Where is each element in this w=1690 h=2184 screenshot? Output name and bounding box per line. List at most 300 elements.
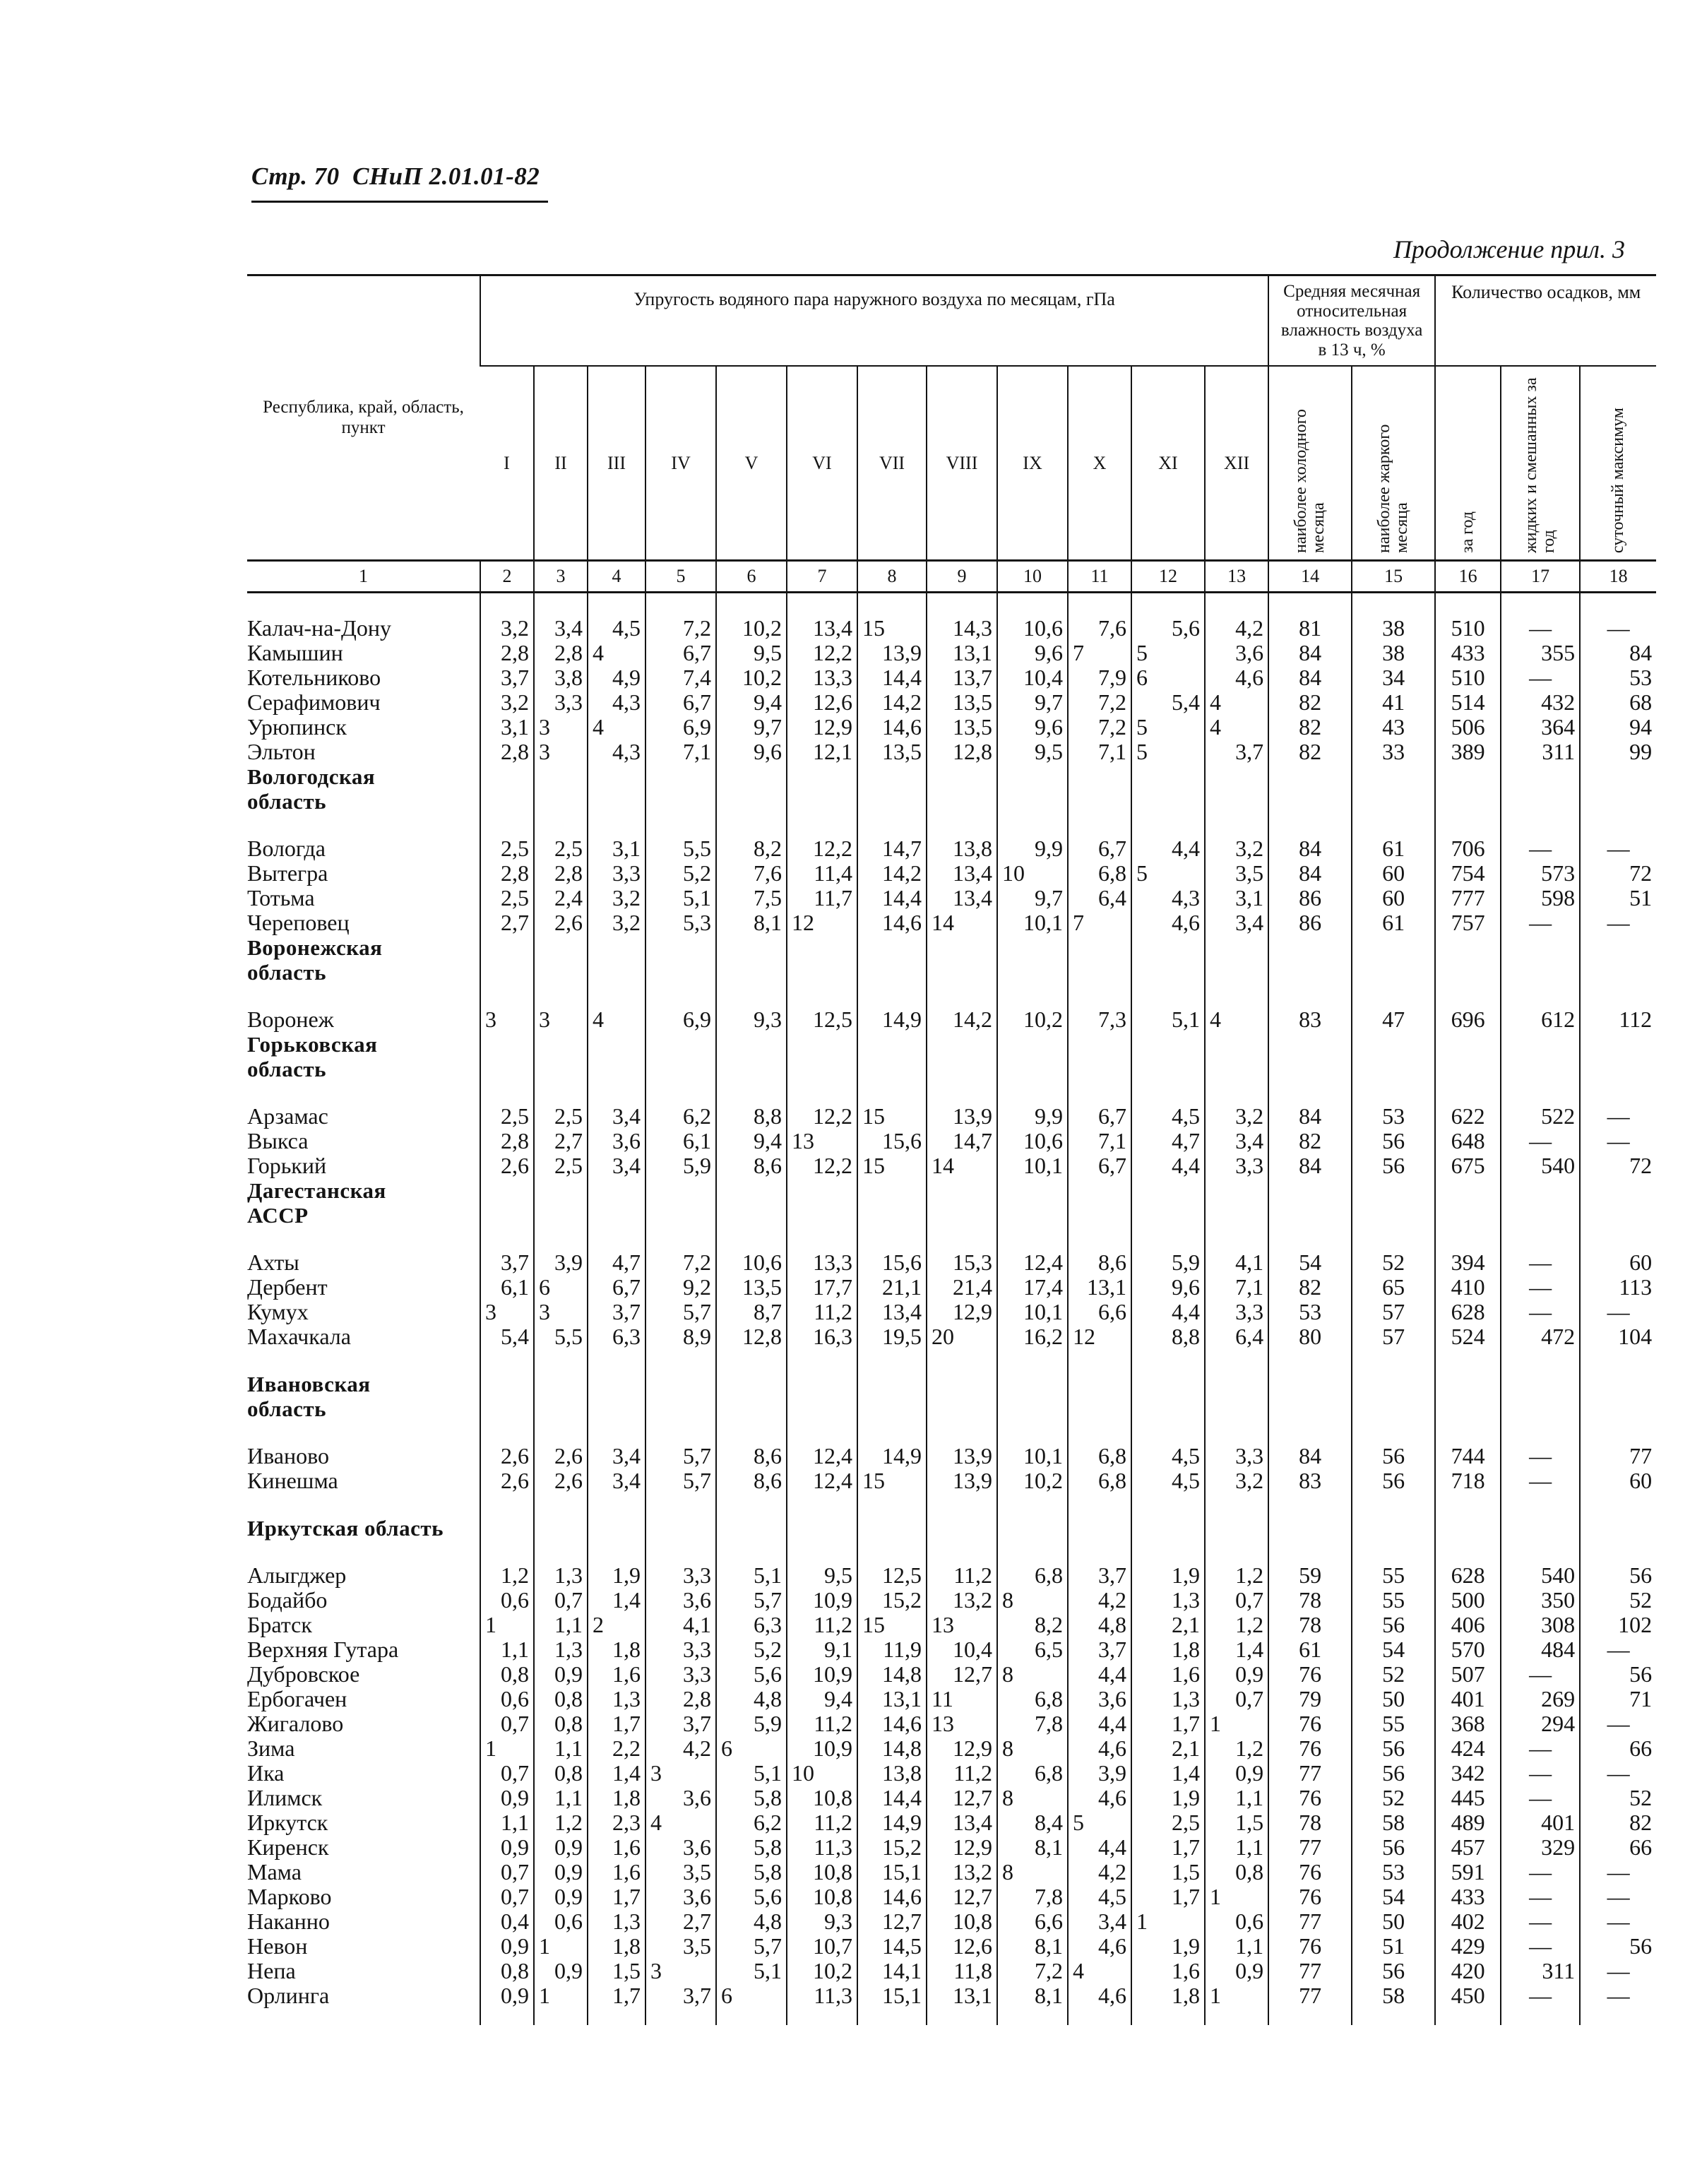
data-cell: 754: [1435, 861, 1501, 886]
data-cell: 4: [588, 715, 645, 740]
data-cell: 0,8: [480, 1662, 534, 1687]
page-number: Стр. 70: [251, 162, 340, 190]
data-cell: 3,1: [1205, 886, 1268, 910]
data-cell: 3,6: [588, 1129, 645, 1153]
data-cell: 82: [1268, 740, 1352, 764]
empty-cell: [857, 789, 927, 814]
data-cell: 3,9: [1068, 1761, 1131, 1786]
data-cell: 1,7: [1131, 1711, 1205, 1736]
empty-cell: [1435, 1349, 1501, 1372]
empty-cell: [787, 1372, 857, 1396]
data-cell: 12,7: [927, 1662, 997, 1687]
data-cell: 4,7: [1131, 1129, 1205, 1153]
data-cell: 13,9: [927, 1104, 997, 1129]
data-cell: 1,7: [1131, 1885, 1205, 1909]
empty-cell: [1352, 1541, 1435, 1563]
empty-cell: [1501, 789, 1580, 814]
data-cell: 57: [1352, 1300, 1435, 1324]
data-cell: 82: [1268, 690, 1352, 715]
month-header: IX: [997, 366, 1068, 561]
empty-cell: [927, 935, 997, 960]
data-cell: 5,3: [645, 910, 716, 935]
empty-cell: [857, 1228, 927, 1250]
empty-cell: [1131, 814, 1205, 836]
data-cell: —: [1580, 1909, 1656, 1934]
empty-cell: [1131, 1032, 1205, 1057]
data-cell: 2,5: [534, 1153, 588, 1178]
data-cell: 56: [1580, 1563, 1656, 1588]
data-cell: 7,3: [1068, 1007, 1131, 1032]
data-cell: 9,9: [997, 836, 1068, 861]
empty-cell: [716, 1228, 787, 1250]
data-cell: 3,7: [1068, 1637, 1131, 1662]
empty-cell: [787, 1178, 857, 1203]
precip-liquid-header: [1501, 366, 1580, 561]
data-cell: 311: [1501, 740, 1580, 764]
data-cell: 4,6: [1068, 1736, 1131, 1761]
data-cell: 0,9: [480, 1983, 534, 2025]
data-cell: 57: [1352, 1324, 1435, 1349]
data-cell: 445: [1435, 1786, 1501, 1810]
empty-cell: [534, 935, 588, 960]
empty-cell: [997, 764, 1068, 789]
empty-cell: [1205, 935, 1268, 960]
empty-cell: [716, 764, 787, 789]
empty-cell: [645, 1493, 716, 1516]
empty-cell: [480, 1516, 534, 1541]
data-cell: 410: [1435, 1275, 1501, 1300]
data-cell: 14,9: [857, 1810, 927, 1835]
data-cell: 450: [1435, 1983, 1501, 2025]
empty-cell: [1352, 935, 1435, 960]
data-cell: 8,8: [1131, 1324, 1205, 1349]
data-cell: 8,6: [716, 1444, 787, 1468]
empty-cell: [1268, 985, 1352, 1007]
data-cell: —: [1501, 836, 1580, 861]
data-cell: 61: [1352, 910, 1435, 935]
empty-cell: [787, 985, 857, 1007]
spacer-row: [247, 1081, 1656, 1104]
data-cell: 3,2: [588, 886, 645, 910]
data-cell: 8,6: [716, 1468, 787, 1493]
data-cell: 3,7: [1068, 1563, 1131, 1588]
empty-cell: [927, 1178, 997, 1203]
data-cell: 9,4: [716, 1129, 787, 1153]
data-cell: 71: [1580, 1687, 1656, 1711]
data-cell: —: [1580, 910, 1656, 935]
empty-cell: [1580, 935, 1656, 960]
station-name: Братск: [247, 1612, 312, 1637]
data-cell: 11,7: [787, 886, 857, 910]
empty-cell: [1268, 1349, 1352, 1372]
data-cell: 14,4: [857, 665, 927, 690]
data-cell: 12,9: [927, 1835, 997, 1860]
table-row: [247, 1444, 1656, 1468]
empty-cell: [1131, 764, 1205, 789]
empty-cell: [716, 814, 787, 836]
station-name: Череповец: [247, 910, 350, 935]
station-name: Горький: [247, 1153, 327, 1178]
data-cell: 58: [1352, 1983, 1435, 2025]
data-cell: 8,6: [716, 1153, 787, 1178]
data-cell: 0,9: [534, 1662, 588, 1687]
empty-cell: [1205, 1081, 1268, 1104]
data-cell: 2,2: [588, 1736, 645, 1761]
data-cell: 5,2: [716, 1637, 787, 1662]
empty-cell: [927, 1516, 997, 1541]
data-cell: 3,7: [588, 1300, 645, 1324]
empty-cell: [997, 1081, 1068, 1104]
empty-cell: [588, 1203, 645, 1228]
data-cell: 11,2: [927, 1761, 997, 1786]
empty-cell: [927, 1421, 997, 1444]
table-row: [247, 1250, 1656, 1275]
data-cell: 1,9: [1131, 1563, 1205, 1588]
region-heading-row: [247, 960, 1656, 985]
data-cell: 0,7: [534, 1588, 588, 1613]
empty-cell: [588, 1032, 645, 1057]
data-cell: 540: [1501, 1563, 1580, 1588]
data-cell: 3,5: [645, 1934, 716, 1959]
data-cell: —: [1580, 1300, 1656, 1324]
empty-cell: [857, 935, 927, 960]
data-cell: 6,8: [1068, 861, 1131, 886]
station-name: Мама: [247, 1859, 302, 1885]
empty-cell: [247, 1349, 480, 1372]
empty-cell: [997, 593, 1068, 617]
empty-cell: [1068, 1203, 1131, 1228]
empty-cell: [1501, 764, 1580, 789]
empty-cell: [1068, 1493, 1131, 1516]
data-cell: 76: [1268, 1934, 1352, 1959]
data-cell: 11,3: [787, 1835, 857, 1860]
data-cell: 1,3: [588, 1687, 645, 1711]
data-cell: 77: [1268, 1909, 1352, 1934]
month-header: VII: [857, 366, 927, 561]
data-cell: 1,2: [1205, 1563, 1268, 1588]
data-cell: 3,2: [588, 910, 645, 935]
data-cell: 76: [1268, 1736, 1352, 1761]
data-cell: 3,4: [588, 1468, 645, 1493]
empty-cell: [1131, 789, 1205, 814]
region-heading-row: [247, 1057, 1656, 1081]
data-cell: 6,5: [997, 1637, 1068, 1662]
data-cell: 84: [1268, 1153, 1352, 1178]
empty-cell: [1068, 789, 1131, 814]
station-name: Камышин: [247, 640, 343, 665]
empty-cell: [1501, 960, 1580, 985]
column-number: 7: [787, 561, 857, 593]
data-cell: 10,9: [787, 1662, 857, 1687]
data-cell: 68: [1580, 690, 1656, 715]
empty-cell: [997, 1228, 1068, 1250]
data-cell: 1,6: [588, 1662, 645, 1687]
empty-cell: [927, 1081, 997, 1104]
data-cell: 6,8: [1068, 1468, 1131, 1493]
data-cell: 591: [1435, 1860, 1501, 1885]
data-cell: 3,4: [534, 616, 588, 641]
data-cell: 10,9: [787, 1588, 857, 1613]
data-cell: 11,2: [787, 1810, 857, 1835]
data-cell: 1,1: [1205, 1835, 1268, 1860]
empty-cell: [480, 1493, 534, 1516]
data-cell: 1,7: [588, 1711, 645, 1736]
empty-cell: [1501, 1081, 1580, 1104]
empty-cell: [1268, 814, 1352, 836]
empty-cell: [1268, 1516, 1352, 1541]
data-cell: 311: [1501, 1959, 1580, 1983]
data-cell: 3: [645, 1959, 716, 1983]
empty-cell: [588, 1396, 645, 1421]
data-cell: 13,4: [927, 861, 997, 886]
region-heading-row: [247, 789, 1656, 814]
data-cell: 104: [1580, 1324, 1656, 1349]
data-cell: 8: [997, 1786, 1068, 1810]
empty-cell: [857, 1349, 927, 1372]
column-number: 14: [1268, 561, 1352, 593]
data-cell: 13,9: [857, 641, 927, 665]
data-cell: 9,1: [787, 1637, 857, 1662]
empty-cell: [1580, 1057, 1656, 1081]
empty-cell: [645, 1372, 716, 1396]
empty-cell: [787, 960, 857, 985]
data-cell: 6: [716, 1736, 787, 1761]
empty-cell: [1580, 1493, 1656, 1516]
data-cell: 3: [645, 1761, 716, 1786]
data-cell: 4,4: [1068, 1711, 1131, 1736]
page-header: [251, 162, 548, 203]
data-cell: 84: [1580, 641, 1656, 665]
empty-cell: [645, 789, 716, 814]
empty-cell: [716, 1516, 787, 1541]
data-cell: 1,6: [588, 1860, 645, 1885]
data-cell: 12: [1068, 1324, 1131, 1349]
empty-cell: [1131, 985, 1205, 1007]
empty-cell: [1352, 593, 1435, 617]
month-header: V: [716, 366, 787, 561]
data-cell: 7,6: [1068, 616, 1131, 641]
data-cell: 2,7: [480, 910, 534, 935]
data-cell: 3,9: [534, 1250, 588, 1275]
empty-cell: [1580, 789, 1656, 814]
data-cell: 6,6: [1068, 1300, 1131, 1324]
data-cell: 78: [1268, 1613, 1352, 1637]
data-cell: 1,8: [1131, 1637, 1205, 1662]
data-cell: 5,7: [645, 1300, 716, 1324]
column-number: 9: [927, 561, 997, 593]
data-cell: 4,6: [1068, 1983, 1131, 2025]
data-cell: 65: [1352, 1275, 1435, 1300]
data-cell: 56: [1352, 1129, 1435, 1153]
data-cell: 8,9: [645, 1324, 716, 1349]
empty-cell: [1268, 1081, 1352, 1104]
empty-cell: [1268, 593, 1352, 617]
table-row: [247, 1662, 1656, 1687]
data-cell: 13,1: [927, 1983, 997, 2025]
data-cell: 34: [1352, 665, 1435, 690]
station-name: Наканно: [247, 1909, 330, 1934]
station-name: Вытегра: [247, 860, 328, 886]
data-cell: 11,2: [787, 1613, 857, 1637]
empty-cell: [534, 1372, 588, 1396]
data-cell: 12,4: [787, 1468, 857, 1493]
data-cell: 7,8: [997, 1711, 1068, 1736]
data-cell: 13: [927, 1711, 997, 1736]
data-cell: 3,6: [645, 1588, 716, 1613]
empty-cell: [997, 1203, 1068, 1228]
data-cell: 1,3: [534, 1563, 588, 1588]
data-cell: 0,7: [480, 1885, 534, 1909]
data-cell: 61: [1268, 1637, 1352, 1662]
data-cell: 5: [1131, 641, 1205, 665]
table-row: [247, 690, 1656, 715]
empty-cell: [857, 1081, 927, 1104]
station-name: Бодайбо: [247, 1587, 328, 1613]
empty-cell: [1435, 1228, 1501, 1250]
data-cell: 3: [480, 1300, 534, 1324]
data-cell: 4,7: [588, 1250, 645, 1275]
empty-cell: [480, 1178, 534, 1203]
empty-cell: [857, 814, 927, 836]
data-cell: —: [1501, 1300, 1580, 1324]
empty-cell: [1352, 1228, 1435, 1250]
data-cell: 76: [1268, 1885, 1352, 1909]
empty-cell: [247, 1541, 480, 1563]
empty-cell: [480, 1372, 534, 1396]
data-cell: 38: [1352, 616, 1435, 641]
empty-cell: [1435, 789, 1501, 814]
empty-cell: [588, 1178, 645, 1203]
region-heading-row: [247, 1396, 1656, 1421]
empty-cell: [1501, 1396, 1580, 1421]
data-cell: —: [1580, 616, 1656, 641]
data-cell: 52: [1352, 1250, 1435, 1275]
empty-cell: [787, 814, 857, 836]
empty-cell: [1268, 1178, 1352, 1203]
region-heading-row: [247, 1178, 1656, 1203]
empty-cell: [534, 1396, 588, 1421]
empty-cell: [787, 789, 857, 814]
empty-cell: [857, 1203, 927, 1228]
data-cell: 13,8: [857, 1761, 927, 1786]
empty-cell: [588, 1349, 645, 1372]
data-cell: —: [1580, 1129, 1656, 1153]
data-cell: 8,1: [997, 1934, 1068, 1959]
empty-cell: [716, 1541, 787, 1563]
empty-cell: [997, 789, 1068, 814]
data-cell: 86: [1268, 886, 1352, 910]
station-name: Илимск: [247, 1785, 323, 1810]
empty-cell: [1205, 1421, 1268, 1444]
station-name: Киренск: [247, 1834, 329, 1860]
precipitation-group-header: Количество осадков, мм: [1435, 275, 1656, 367]
region-heading: Вологодская: [247, 764, 376, 789]
data-cell: 7,9: [1068, 665, 1131, 690]
data-cell: 389: [1435, 740, 1501, 764]
data-cell: 56: [1580, 1934, 1656, 1959]
data-cell: 81: [1268, 616, 1352, 641]
table-row: [247, 1909, 1656, 1934]
data-cell: 14,6: [857, 1885, 927, 1909]
station-name: Серафимович: [247, 689, 381, 715]
data-cell: 744: [1435, 1444, 1501, 1468]
humidity-cold-header: [1268, 366, 1352, 561]
empty-cell: [857, 1057, 927, 1081]
data-cell: 4,5: [588, 616, 645, 641]
data-cell: 5,6: [716, 1662, 787, 1687]
data-cell: 2,4: [534, 886, 588, 910]
data-cell: 4,6: [1068, 1934, 1131, 1959]
empty-cell: [1068, 1032, 1131, 1057]
table-row: [247, 910, 1656, 935]
data-cell: 11,8: [927, 1959, 997, 1983]
empty-cell: [997, 1396, 1068, 1421]
data-cell: 15,1: [857, 1983, 927, 2025]
data-cell: 13,1: [857, 1687, 927, 1711]
data-cell: 8,8: [716, 1104, 787, 1129]
data-cell: 10,2: [716, 665, 787, 690]
empty-cell: [534, 1178, 588, 1203]
empty-cell: [534, 1516, 588, 1541]
data-cell: 4: [1205, 715, 1268, 740]
data-cell: 4,3: [588, 690, 645, 715]
empty-cell: [645, 593, 716, 617]
data-cell: 4,3: [1131, 886, 1205, 910]
empty-cell: [1352, 789, 1435, 814]
data-cell: 5,6: [716, 1885, 787, 1909]
data-cell: 56: [1352, 1761, 1435, 1786]
data-cell: 84: [1268, 665, 1352, 690]
region-heading-row: [247, 1516, 1656, 1541]
data-cell: 14,4: [857, 886, 927, 910]
empty-cell: [534, 1493, 588, 1516]
column-number: 16: [1435, 561, 1501, 593]
data-cell: 4: [588, 641, 645, 665]
data-cell: 14,5: [857, 1934, 927, 1959]
data-cell: 12,6: [787, 690, 857, 715]
data-cell: 13,2: [927, 1860, 997, 1885]
precip-year-label: за год: [1458, 511, 1477, 553]
empty-cell: [927, 1541, 997, 1563]
empty-cell: [1580, 814, 1656, 836]
data-cell: 612: [1501, 1007, 1580, 1032]
empty-cell: [1131, 1421, 1205, 1444]
data-cell: 1,8: [588, 1786, 645, 1810]
data-cell: 6,1: [645, 1129, 716, 1153]
data-cell: 84: [1268, 1104, 1352, 1129]
data-cell: 76: [1268, 1662, 1352, 1687]
empty-cell: [1131, 1228, 1205, 1250]
data-cell: 4,5: [1131, 1104, 1205, 1129]
data-cell: 13,7: [927, 665, 997, 690]
table-row: [247, 1786, 1656, 1810]
empty-cell: [716, 1421, 787, 1444]
data-cell: 3,3: [1205, 1444, 1268, 1468]
empty-cell: [1205, 1057, 1268, 1081]
data-cell: 94: [1580, 715, 1656, 740]
station-name: Невон: [247, 1933, 308, 1959]
data-cell: 10,4: [927, 1637, 997, 1662]
column-number-row: [247, 561, 1656, 593]
data-cell: 3,1: [480, 715, 534, 740]
data-cell: 472: [1501, 1324, 1580, 1349]
table-row: [247, 861, 1656, 886]
table-row: [247, 1934, 1656, 1959]
empty-cell: [1501, 1057, 1580, 1081]
empty-cell: [1501, 593, 1580, 617]
data-cell: 13,4: [927, 1810, 997, 1835]
data-cell: 17,7: [787, 1275, 857, 1300]
